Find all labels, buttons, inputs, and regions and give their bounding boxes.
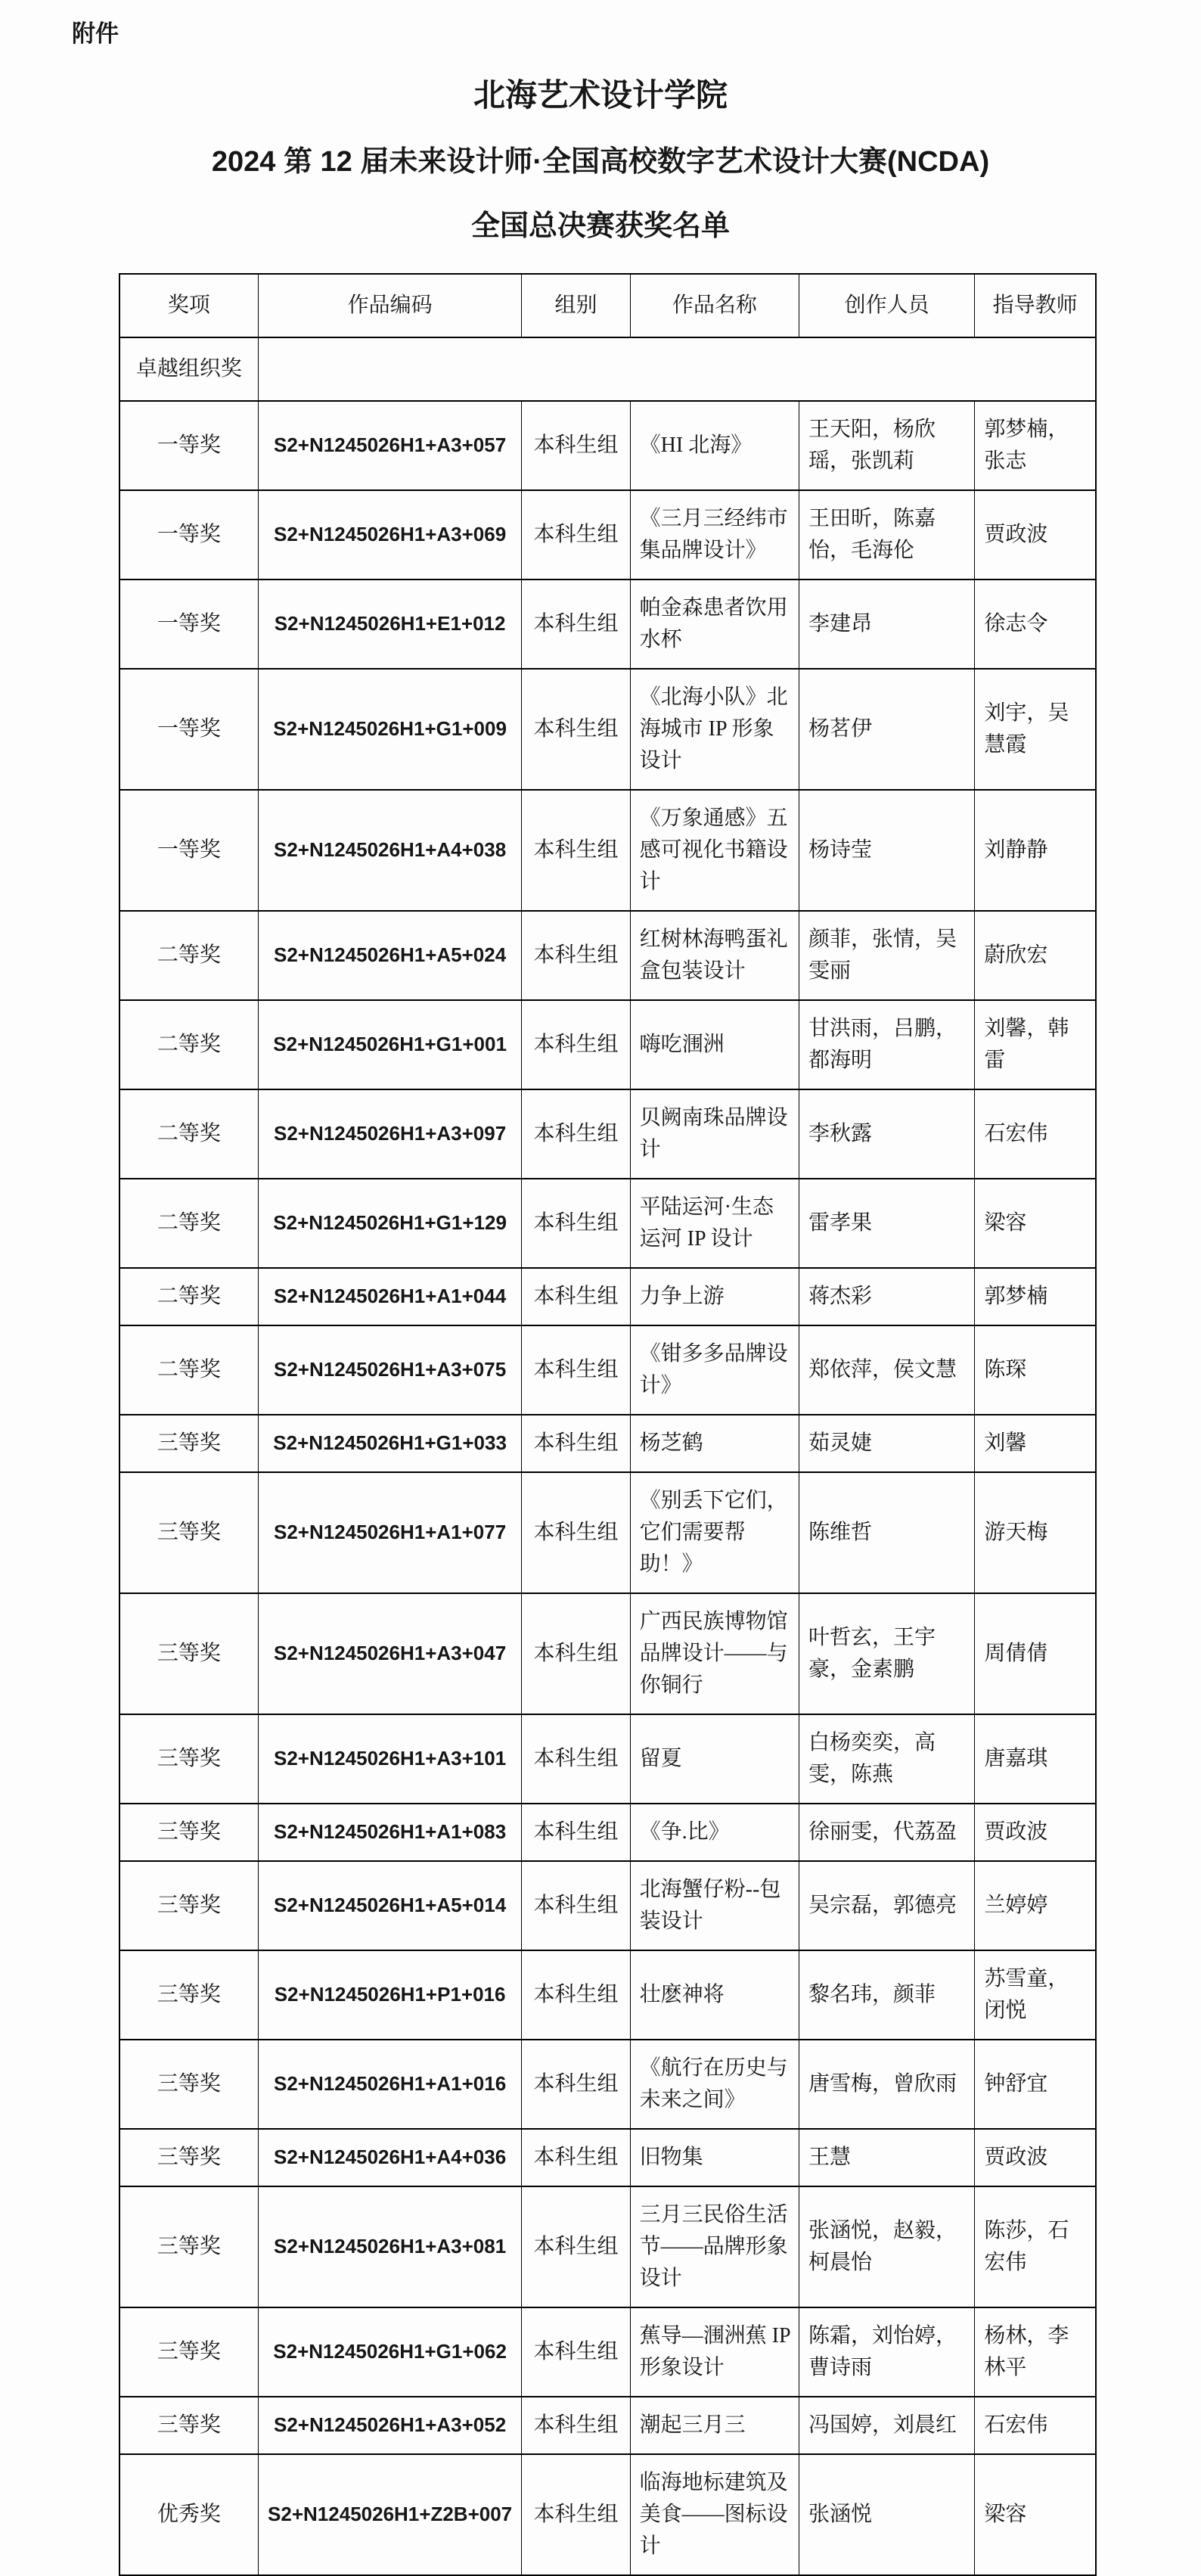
advisors-cell: 徐志令: [975, 580, 1096, 669]
page-title: 北海艺术设计学院: [473, 77, 728, 113]
creators-cell: 陈霜，刘怡婷，曹诗雨: [799, 2307, 975, 2397]
group-cell: 本科生组: [522, 1325, 630, 1415]
table-row: [119, 1950, 1096, 2040]
award-cell: 三等奖: [119, 1593, 258, 1714]
creators-cell: 茹灵婕: [799, 1415, 975, 1472]
table-row: [119, 2129, 1096, 2186]
creators-cell: 唐雪梅，曾欣雨: [799, 2040, 975, 2129]
header-work-title: 作品名称: [630, 274, 799, 337]
award-cell: 三等奖: [119, 2129, 258, 2186]
code-cell: S2+N1245026H1+G1+001: [258, 1000, 522, 1089]
code-cell: S2+N1245026H1+A3+101: [258, 1714, 522, 1804]
header-group: 组别: [522, 274, 630, 337]
award-cell: 三等奖: [119, 1472, 258, 1593]
group-cell: 本科生组: [522, 2307, 630, 2397]
advisors-cell: 郭梦楠，张志: [975, 401, 1096, 490]
work-title-cell: 贝阙南珠品牌设计: [630, 1089, 799, 1179]
code-cell: S2+N1245026H1+A1+016: [258, 2040, 522, 2129]
award-cell: 优秀奖: [119, 2454, 258, 2575]
award-cell: 三等奖: [119, 2397, 258, 2454]
group-cell: 本科生组: [522, 669, 630, 790]
creators-cell: 颜菲，张情，吴雯丽: [799, 911, 975, 1000]
work-title-cell: 平陆运河·生态运河 IP 设计: [630, 1179, 799, 1268]
work-title-cell: 嗨吃涠洲: [630, 1000, 799, 1089]
group-cell: 本科生组: [522, 2454, 630, 2575]
award-cell: 三等奖: [119, 1415, 258, 1472]
advisors-cell: 陈琛: [975, 1325, 1096, 1415]
advisors-cell: 梁容: [975, 1179, 1096, 1268]
group-cell: 本科生组: [522, 2040, 630, 2129]
award-cell: 三等奖: [119, 1804, 258, 1861]
advisors-cell: 游天梅: [975, 1472, 1096, 1593]
group-cell: 本科生组: [522, 1179, 630, 1268]
group-cell: 本科生组: [522, 490, 630, 580]
group-cell: 本科生组: [522, 1472, 630, 1593]
table-row: [119, 1325, 1096, 1415]
competition-title: 2024 第 12 届未来设计师·全国高校数字艺术设计大赛(NCDA): [211, 145, 990, 178]
table-row: [119, 1472, 1096, 1593]
work-title-cell: 杨芝鹤: [630, 1415, 799, 1472]
table-row: [119, 490, 1096, 580]
code-cell: S2+N1245026H1+A1+044: [258, 1268, 522, 1325]
code-cell: S2+N1245026H1+G1+009: [258, 669, 522, 790]
work-title-cell: 蕉导—涠洲蕉 IP 形象设计: [630, 2307, 799, 2397]
work-title-cell: 临海地标建筑及美食——图标设计: [630, 2454, 799, 2575]
table-row: [119, 2307, 1096, 2397]
creators-cell: 吴宗磊，郭德亮: [799, 1861, 975, 1950]
advisors-cell: 贾政波: [975, 490, 1096, 580]
creators-cell: 王田昕，陈嘉怡，毛海伦: [799, 490, 975, 580]
advisors-cell: 兰婷婷: [975, 1861, 1096, 1950]
creators-cell: 叶哲玄，王宇豪，金素鹏: [799, 1593, 975, 1714]
table-row: [119, 1804, 1096, 1861]
award-cell: 二等奖: [119, 1268, 258, 1325]
code-cell: S2+N1245026H1+A1+083: [258, 1804, 522, 1861]
work-title-cell: 《三月三经纬市集品牌设计》: [630, 490, 799, 580]
section-award-cell: 卓越组织奖: [119, 337, 258, 401]
table-row: [119, 911, 1096, 1000]
table-row: [119, 1415, 1096, 1472]
code-cell: S2+N1245026H1+A4+036: [258, 2129, 522, 2186]
code-cell: S2+N1245026H1+A3+052: [258, 2397, 522, 2454]
advisors-cell: 刘静静: [975, 790, 1096, 911]
award-cell: 三等奖: [119, 2307, 258, 2397]
creators-cell: 冯国婷，刘晨红: [799, 2397, 975, 2454]
advisors-cell: 石宏伟: [975, 2397, 1096, 2454]
creators-cell: 黎名玮，颜菲: [799, 1950, 975, 2040]
table-row: [119, 1000, 1096, 1089]
table-row: [119, 2397, 1096, 2454]
code-cell: S2+N1245026H1+E1+012: [258, 580, 522, 669]
creators-cell: 李秋露: [799, 1089, 975, 1179]
group-cell: 本科生组: [522, 1861, 630, 1950]
work-title-cell: 旧物集: [630, 2129, 799, 2186]
code-cell: S2+N1245026H1+G1+033: [258, 1415, 522, 1472]
award-cell: 三等奖: [119, 1950, 258, 2040]
code-cell: S2+N1245026H1+A3+057: [258, 401, 522, 490]
work-title-cell: 《航行在历史与未来之间》: [630, 2040, 799, 2129]
table-row: [119, 580, 1096, 669]
group-cell: 本科生组: [522, 911, 630, 1000]
award-cell: 一等奖: [119, 401, 258, 490]
award-cell: 一等奖: [119, 790, 258, 911]
creators-cell: 王慧: [799, 2129, 975, 2186]
creators-cell: 白杨奕奕，高雯，陈燕: [799, 1714, 975, 1804]
table-row: [119, 401, 1096, 490]
table-row: [119, 790, 1096, 911]
advisors-cell: 周倩倩: [975, 1593, 1096, 1714]
table-row: [119, 1179, 1096, 1268]
award-cell: 三等奖: [119, 1714, 258, 1804]
code-cell: S2+N1245026H1+A3+047: [258, 1593, 522, 1714]
creators-cell: 王天阳，杨欣瑶，张凯莉: [799, 401, 975, 490]
work-title-cell: 留夏: [630, 1714, 799, 1804]
table-row: [119, 1714, 1096, 1804]
award-cell: 二等奖: [119, 1179, 258, 1268]
awards-table-body: [119, 337, 1096, 2575]
advisors-cell: 钟舒宜: [975, 2040, 1096, 2129]
code-cell: S2+N1245026H1+P1+016: [258, 1950, 522, 2040]
advisors-cell: 陈莎，石宏伟: [975, 2186, 1096, 2307]
award-cell: 三等奖: [119, 2186, 258, 2307]
table-row: [119, 2040, 1096, 2129]
work-title-cell: 广西民族博物馆品牌设计——与你铜行: [630, 1593, 799, 1714]
table-row: [119, 1268, 1096, 1325]
code-cell: S2+N1245026H1+G1+129: [258, 1179, 522, 1268]
work-title-cell: 《北海小队》北海城市 IP 形象设计: [630, 669, 799, 790]
work-title-cell: 力争上游: [630, 1268, 799, 1325]
code-cell: S2+N1245026H1+G1+062: [258, 2307, 522, 2397]
creators-cell: 徐丽雯，代荔盈: [799, 1804, 975, 1861]
advisors-cell: 石宏伟: [975, 1089, 1096, 1179]
work-title-cell: 帕金森患者饮用水杯: [630, 580, 799, 669]
advisors-cell: 蔚欣宏: [975, 911, 1096, 1000]
list-subtitle: 全国总决赛获奖名单: [470, 210, 730, 243]
awards-table-header: [119, 274, 1096, 337]
code-cell: S2+N1245026H1+A4+038: [258, 790, 522, 911]
advisors-cell: 杨林，李林平: [975, 2307, 1096, 2397]
code-cell: S2+N1245026H1+A3+069: [258, 490, 522, 580]
section-row-excellent-organization: [119, 337, 1096, 401]
award-cell: 二等奖: [119, 1000, 258, 1089]
work-title-cell: 《万象通感》五感可视化书籍设计: [630, 790, 799, 911]
group-cell: 本科生组: [522, 1804, 630, 1861]
code-cell: S2+N1245026H1+A3+075: [258, 1325, 522, 1415]
header-advisors: 指导教师: [975, 274, 1096, 337]
header-row: [119, 274, 1096, 337]
award-cell: 一等奖: [119, 669, 258, 790]
advisors-cell: 刘宇，吴慧霞: [975, 669, 1096, 790]
work-title-cell: 潮起三月三: [630, 2397, 799, 2454]
award-cell: 二等奖: [119, 911, 258, 1000]
group-cell: 本科生组: [522, 1000, 630, 1089]
group-cell: 本科生组: [522, 2186, 630, 2307]
work-title-cell: 壮麽神将: [630, 1950, 799, 2040]
table-row: [119, 2454, 1096, 2575]
table-row: [119, 1593, 1096, 1714]
creators-cell: 李建昂: [799, 580, 975, 669]
title-block: [0, 76, 1201, 244]
group-cell: 本科生组: [522, 1089, 630, 1179]
work-title-cell: 红树林海鸭蛋礼盒包装设计: [630, 911, 799, 1000]
award-cell: 三等奖: [119, 2040, 258, 2129]
code-cell: S2+N1245026H1+A3+097: [258, 1089, 522, 1179]
award-cell: 一等奖: [119, 490, 258, 580]
work-title-cell: 《争.比》: [630, 1804, 799, 1861]
header-creators: 创作人员: [799, 274, 975, 337]
work-title-cell: 三月三民俗生活节——品牌形象设计: [630, 2186, 799, 2307]
header-code: 作品编码: [258, 274, 522, 337]
code-cell: S2+N1245026H1+A5+024: [258, 911, 522, 1000]
creators-cell: 郑依萍，侯文慧: [799, 1325, 975, 1415]
group-cell: 本科生组: [522, 401, 630, 490]
table-row: [119, 2186, 1096, 2307]
advisors-cell: 唐嘉琪: [975, 1714, 1096, 1804]
code-cell: S2+N1245026H1+A3+081: [258, 2186, 522, 2307]
advisors-cell: 刘馨，韩雷: [975, 1000, 1096, 1089]
award-cell: 三等奖: [119, 1861, 258, 1950]
creators-cell: 雷孝果: [799, 1179, 975, 1268]
creators-cell: 张涵悦，赵毅，柯晨怡: [799, 2186, 975, 2307]
group-cell: 本科生组: [522, 1593, 630, 1714]
group-cell: 本科生组: [522, 580, 630, 669]
advisors-cell: 梁容: [975, 2454, 1096, 2575]
table-row: [119, 1089, 1096, 1179]
advisors-cell: 贾政波: [975, 1804, 1096, 1861]
work-title-cell: 《HI 北海》: [630, 401, 799, 490]
group-cell: 本科生组: [522, 1268, 630, 1325]
creators-cell: 杨茗伊: [799, 669, 975, 790]
advisors-cell: 贾政波: [975, 2129, 1096, 2186]
advisors-cell: 郭梦楠: [975, 1268, 1096, 1325]
award-cell: 二等奖: [119, 1325, 258, 1415]
attachment-label: 附件: [72, 20, 119, 47]
creators-cell: 甘洪雨，吕鹏，都海明: [799, 1000, 975, 1089]
award-cell: 一等奖: [119, 580, 258, 669]
work-title-cell: 《别丢下它们，它们需要帮助！》: [630, 1472, 799, 1593]
group-cell: 本科生组: [522, 1415, 630, 1472]
creators-cell: 张涵悦: [799, 2454, 975, 2575]
code-cell: S2+N1245026H1+A1+077: [258, 1472, 522, 1593]
creators-cell: 蒋杰彩: [799, 1268, 975, 1325]
code-cell: S2+N1245026H1+Z2B+007: [258, 2454, 522, 2575]
awards-table: [119, 273, 1097, 2576]
advisors-cell: 刘馨: [975, 1415, 1096, 1472]
creators-cell: 陈维哲: [799, 1472, 975, 1593]
header-award: 奖项: [119, 274, 258, 337]
table-row: [119, 669, 1096, 790]
work-title-cell: 《钳多多品牌设计》: [630, 1325, 799, 1415]
section-empty-cell: [258, 337, 1096, 401]
group-cell: 本科生组: [522, 790, 630, 911]
award-cell: 二等奖: [119, 1089, 258, 1179]
creators-cell: 杨诗莹: [799, 790, 975, 911]
table-row: [119, 1861, 1096, 1950]
advisors-cell: 苏雪童，闭悦: [975, 1950, 1096, 2040]
group-cell: 本科生组: [522, 1714, 630, 1804]
work-title-cell: 北海蟹仔粉--包装设计: [630, 1861, 799, 1950]
group-cell: 本科生组: [522, 2397, 630, 2454]
group-cell: 本科生组: [522, 2129, 630, 2186]
group-cell: 本科生组: [522, 1950, 630, 2040]
code-cell: S2+N1245026H1+A5+014: [258, 1861, 522, 1950]
